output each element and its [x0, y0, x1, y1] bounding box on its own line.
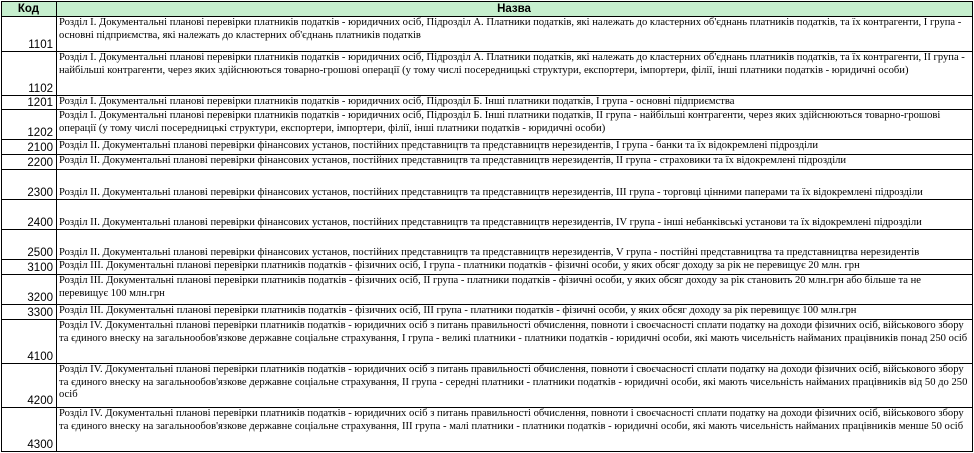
- table-row: [2, 52, 973, 96]
- row-name: Розділ ІІ. Документальні планові перевірки фінансових установ, постійних представництв та представництв нерезидентів, IV група - інші небанківські установи та їх відокремлені підрозділи: [57, 200, 973, 230]
- header-name: Назва: [57, 2, 973, 17]
- header-code: Код: [2, 2, 57, 17]
- row-code: 2300: [2, 170, 57, 200]
- table-row: [2, 408, 973, 452]
- table-row: [2, 170, 973, 200]
- row-name: Розділ IV. Документальні планові перевірки платників податків - юридичних осіб з питань правильності обчислення, повноти і своєчасності сплати податку на доходи фізичних осіб, військового збору та єдиного внеску на загальнообов'язкове державне соціальне страхування, І група - великі платники - платники податків - юридичні особи, які мають чисельність найманих працівників понад 250 осіб: [57, 320, 973, 364]
- table-row: [2, 155, 973, 170]
- table-row: [2, 305, 973, 320]
- codes-table: [1, 1, 973, 452]
- row-code: 4200: [2, 364, 57, 408]
- row-name: Розділ ІІ. Документальні планові перевірки фінансових установ, постійних представництв та представництв нерезидентів, ІІ група - страховики та їх відокремлені підрозділи: [57, 155, 973, 170]
- row-code: 1201: [2, 96, 57, 110]
- row-code: 2500: [2, 230, 57, 260]
- table-row: [2, 17, 973, 52]
- row-code: 1202: [2, 110, 57, 140]
- row-code: 3100: [2, 260, 57, 275]
- row-code: 1102: [2, 52, 57, 96]
- row-name: Розділ ІІ. Документальні планові перевірки фінансових установ, постійних представництв та представництв нерезидентів, І група - банки та їх відокремлені підрозділи: [57, 140, 973, 155]
- row-name: Розділ ІІ. Документальні планові перевірки фінансових установ, постійних представництв та представництв нерезидентів, ІІІ група - торговці цінними паперами та їх відокремлені підрозділи: [57, 170, 973, 200]
- table-row: [2, 364, 973, 408]
- row-name: Розділ І. Документальні планові перевірки платників податків - юридичних осіб, Підрозділ А. Платники податків, які належать до кластерних об'єднань платників податків, та їх контрагенти, ІІ група - найбільші контрагенти, через яких здійснюються товарно-грошові операції (у тому числі посередницькі структури, експортери, імпортери, філії, інші платники податків - юридичні особи): [57, 52, 973, 96]
- row-name: Розділ ІІІ. Документальні планові перевірки платників податків - фізичних осіб, І група - платники податків - фізичні особи, у яких обсяг доходу за рік не перевищує 20 млн. грн: [57, 260, 973, 275]
- header-row: [2, 2, 973, 17]
- row-code: 2100: [2, 140, 57, 155]
- row-code: 4100: [2, 320, 57, 364]
- row-code: 3200: [2, 275, 57, 305]
- row-name: Розділ IV. Документальні планові перевірки платників податків - юридичних осіб з питань правильності обчислення, повноти і своєчасності сплати податку на доходи фізичних осіб, військового збору та єдиного внеску на загальнообов'язкове державне соціальне страхування, ІІІ група - малі платники - платники податків - юридичні особи, які мають чисельність найманих працівників менше 50 осіб: [57, 408, 973, 452]
- row-code: 2200: [2, 155, 57, 170]
- table-row: [2, 140, 973, 155]
- table-row: [2, 260, 973, 275]
- row-name: Розділ IV. Документальні планові перевірки платників податків - юридичних осіб з питань правильності обчислення, повноти і своєчасності сплати податку на доходи фізичних осіб, військового збору та єдиного внеску на загальнообов'язкове державне соціальне страхування, ІІ група - середні платники - платники податків - юридичні особи, які мають чисельність найманих працівників від 50 до 250 осіб: [57, 364, 973, 408]
- row-name: Розділ ІІІ. Документальні планові перевірки платників податків - фізичних осіб, ІІ група - платники податків - фізичні особи, у яких обсяг доходу за рік становить 20 млн.грн або більше та не перевищує 100 млн.грн: [57, 275, 973, 305]
- row-name: Розділ І. Документальні планові перевірки платників податків - юридичних осіб, Підрозділ А. Платники податків, які належать до кластерних об'єднань платників податків, та їх контрагенти, І група - основні підприємства, які належать до кластерних об'єднань платників податків: [57, 17, 973, 52]
- table-row: [2, 230, 973, 260]
- row-name: Розділ І. Документальні планові перевірки платників податків - юридичних осіб, Підрозділ Б. Інші платники податків, І група - основні підприємства: [57, 96, 973, 110]
- row-code: 2400: [2, 200, 57, 230]
- table-row: [2, 320, 973, 364]
- row-code: 3300: [2, 305, 57, 320]
- row-name: Розділ ІІ. Документальні планові перевірки фінансових установ, постійних представництв та представництв нерезидентів, V група - постійні представництва та представництва нерезидентів: [57, 230, 973, 260]
- row-name: Розділ ІІІ. Документальні планові перевірки платників податків - фізичних осіб, ІІІ група - платники податків - фізичні особи, у яких обсяг доходу за рік перевищує 100 млн.грн: [57, 305, 973, 320]
- row-code: 1101: [2, 17, 57, 52]
- table-row: [2, 110, 973, 140]
- row-code: 4300: [2, 408, 57, 452]
- row-name: Розділ І. Документальні планові перевірки платників податків - юридичних осіб, Підрозділ Б. Інші платники податків, ІІ група - найбільші контрагенти, через яких здійснюються товарно-грошові операції (у тому числі посередницькі структури, експортери, імпортери, філії, інші платники податків - юридичні особи): [57, 110, 973, 140]
- table-row: [2, 200, 973, 230]
- table-row: [2, 275, 973, 305]
- table-row: [2, 96, 973, 110]
